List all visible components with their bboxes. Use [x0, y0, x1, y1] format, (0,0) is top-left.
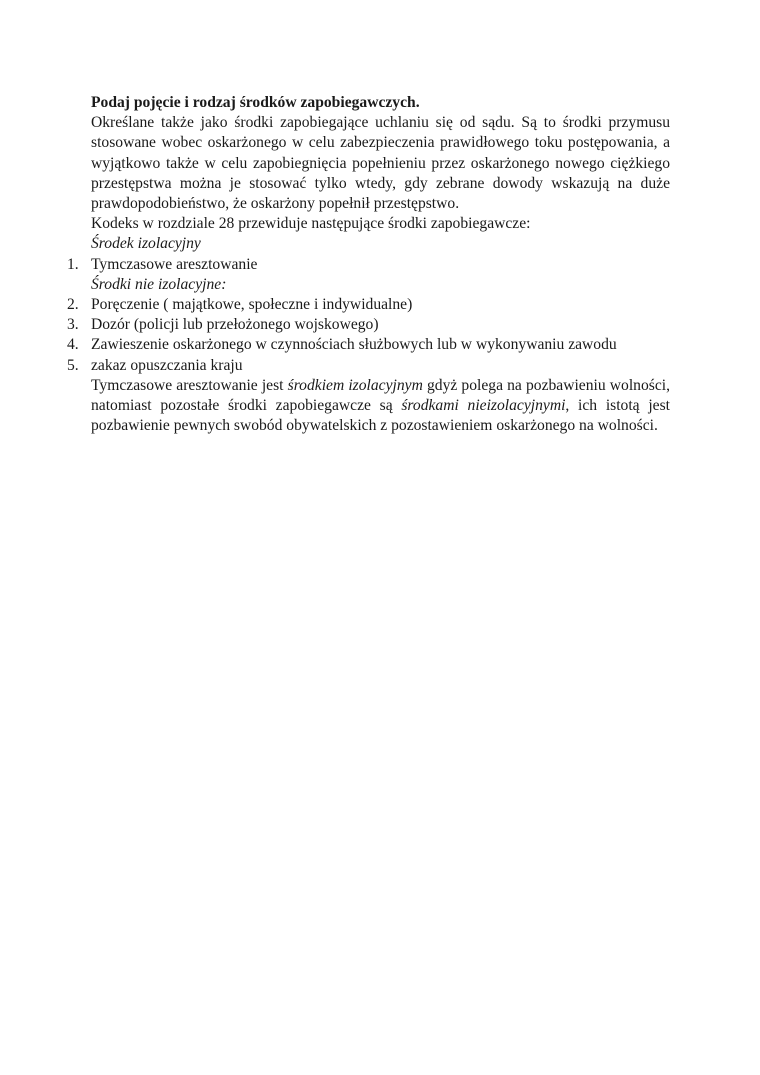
kodeks-line: Kodeks w rozdziale 28 przewiduje następujące środki zapobiegawcze: — [91, 215, 531, 233]
closing-text-1: Tymczasowe aresztowanie jest — [91, 376, 288, 394]
list-item-number: 3. — [67, 316, 79, 334]
intro-paragraph: Określane także jako środki zapobiegające uchlaniu się od sądu. Są to środki przymusu stosowane wobec oskarżonego w celu zabezpieczenia prawidłowego toku postępowania, a wyjątkowo także w celu zapobiegnięcia popełnieniu przez oskarżonego nowego ciężkiego przestępstwa można je stosować tylko wtedy, gdy zebrane dowody wskazują na duże prawdopodobieństwo, że oskarżony popełnił przestępstwo. — [91, 114, 670, 213]
closing-emphasis-non-isolating: środkami nieizolacyjnymi — [401, 397, 566, 415]
closing-text-3: , ich istotą jest pozbawienie pewnych swobód obywatelskich z pozostawieniem oskarżonego na wolności. — [91, 397, 670, 435]
document-title: Podaj pojęcie i rodzaj środków zapobiegawczych. — [91, 94, 420, 111]
list-item — [67, 335, 670, 355]
list-item — [67, 356, 670, 376]
heading-non-isolating: Środki nie izolacyjne: — [91, 275, 227, 293]
heading-isolating: Środek izolacyjny — [91, 235, 201, 253]
document-content — [67, 93, 671, 436]
list-item-text: Tymczasowe aresztowanie — [91, 255, 258, 273]
closing-text-2: gdyż polega na pozbawieniu wolności, natomiast pozostałe środki zapobiegawcze są — [91, 376, 671, 415]
list-item — [67, 255, 670, 275]
list-item-text: Dozór (policji lub przełożonego wojskowego) — [91, 316, 379, 334]
list-item — [67, 295, 670, 315]
list-item — [67, 315, 670, 335]
closing-paragraph — [91, 376, 670, 437]
list-item-text: Poręczenie ( majątkowe, społeczne i indywidualne) — [91, 296, 413, 314]
list-item-text: zakaz opuszczania kraju — [91, 356, 243, 374]
list-item-number: 1. — [67, 255, 79, 273]
list-item-number: 2. — [67, 296, 79, 314]
list-item-number: 5. — [67, 356, 79, 374]
list-item-number: 4. — [67, 336, 79, 354]
list-item-text: Zawieszenie oskarżonego w czynnościach służbowych lub w wykonywaniu zawodu — [91, 336, 617, 354]
closing-emphasis-isolating: środkiem izolacyjnym — [287, 376, 423, 394]
